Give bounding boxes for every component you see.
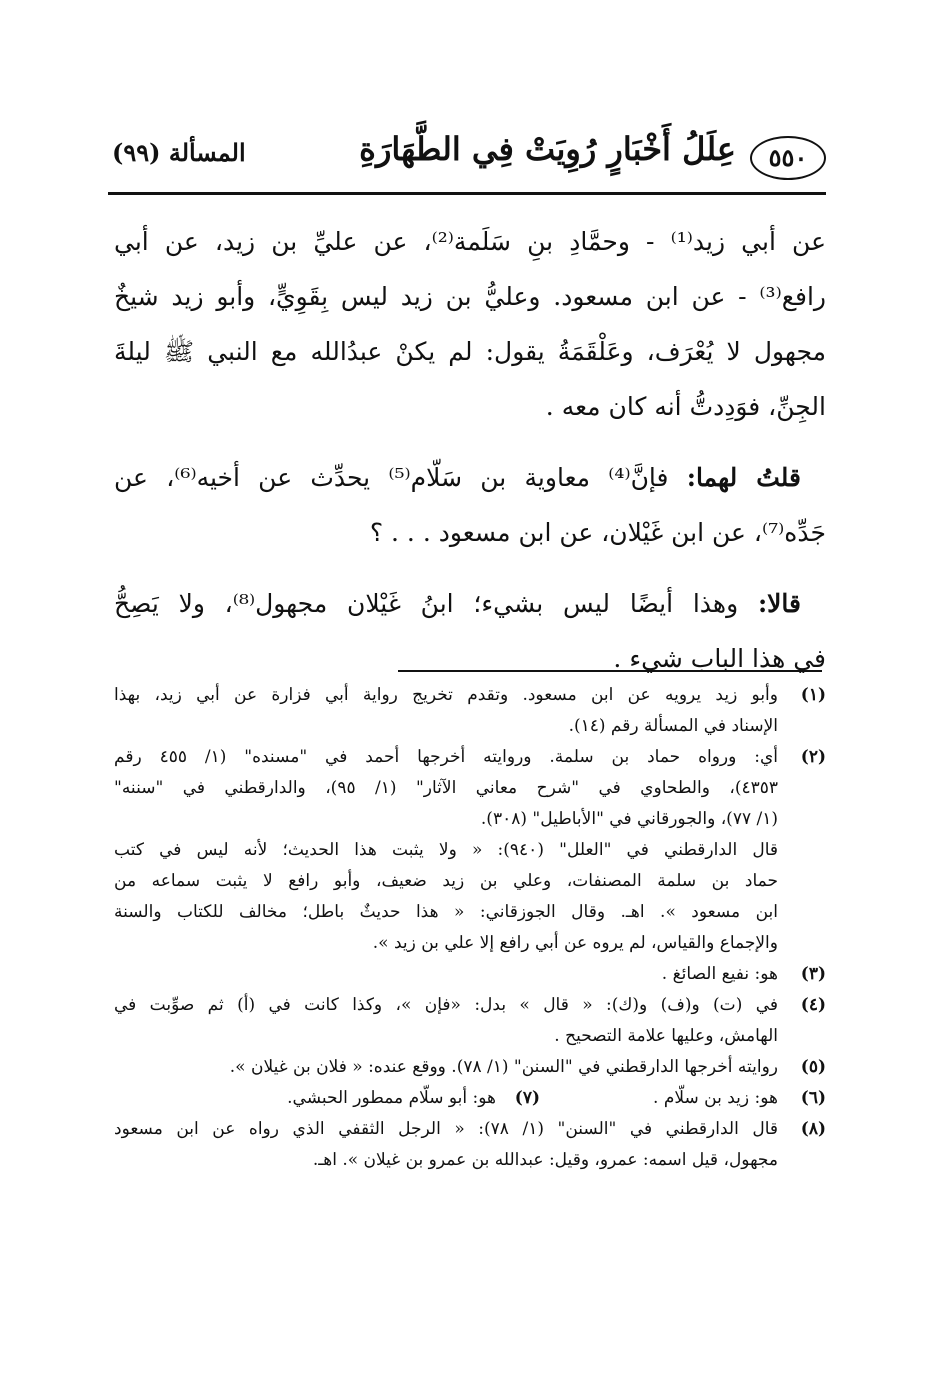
footnote bbox=[540, 1083, 826, 1114]
footnote-number: (٣) bbox=[800, 964, 826, 984]
footnote-separator bbox=[398, 670, 822, 672]
page-number-badge: ٥٥٠ bbox=[750, 136, 826, 180]
paragraph-lead: قلتُ لهما: bbox=[686, 463, 801, 492]
footnote-number: (٦) bbox=[800, 1088, 826, 1108]
footnote-line: ٤٣٥٣)، والطحاوي في "شرح معاني الآثار" (١/ ٩٥)، والدارقطني في "سننه" bbox=[114, 778, 778, 798]
paragraph-1 bbox=[114, 214, 826, 434]
footnote-line: هو: أبو سلّام ممطور الحبشي. bbox=[287, 1088, 496, 1108]
text-line: عن أبي زيد⁽¹⁾ - وحمَّادِ بنِ سَلَمة⁽²⁾، عن عليِّ بن زيد، عن أبي bbox=[114, 227, 826, 256]
footnote-line: الهامش، وعليها علامة التصحيح . bbox=[554, 1026, 778, 1046]
footnote-line: (١/ ٧٧)، والجورقاني في "الأباطيل" (٣٠٨). bbox=[480, 809, 778, 829]
text-line: رافع⁽³⁾ - عن ابن مسعود. وعليُّ بن زيد ليس بِقَوِيٍّ، وأبو زيد شيخٌ bbox=[114, 282, 826, 311]
footnote bbox=[114, 742, 826, 835]
footnote-line: أي: ورواه حماد بن سلمة. وروايته أخرجها أحمد في "مسنده" (١/ ٤٥٥ رقم bbox=[114, 747, 778, 767]
main-text bbox=[114, 214, 826, 686]
text-line: مجهول لا يُعْرَف، وعَلْقَمَةُ يقول: لم يكنْ عبدُالله مع النبي ﷺ ليلةَ bbox=[114, 337, 826, 366]
footnote-continuation bbox=[114, 835, 826, 959]
footnote bbox=[114, 959, 826, 990]
footnote-line: ابن مسعود ». اهـ. وقال الجوزقاني: « هذا حديثٌ باطل؛ مخالف للكتاب والسنة bbox=[114, 902, 778, 922]
footnote-number: (٥) bbox=[800, 1057, 826, 1077]
footnote bbox=[114, 990, 826, 1052]
footnote-line: روايته أخرجها الدارقطني في "السنن" (١/ ٧٨). ووقع عنده: « فلان بن غيلان ». bbox=[229, 1057, 778, 1077]
page-header bbox=[108, 126, 826, 186]
footnote-number: (٨) bbox=[800, 1119, 826, 1139]
text-line bbox=[114, 450, 826, 505]
footnote bbox=[114, 1083, 540, 1114]
paragraph-lead: قالا: bbox=[757, 589, 801, 618]
footnote-number: (٤) bbox=[800, 995, 826, 1015]
footnote-number: (٧) bbox=[514, 1088, 540, 1108]
footnote-line: في (ت) و(ف) و(ك): « قال » بدل: «فإن »، وكذا كانت في (أ) ثم صوِّبت في bbox=[114, 995, 778, 1015]
footnote bbox=[114, 1052, 826, 1083]
footnote-pair bbox=[114, 1083, 826, 1114]
footnote-line: حماد بن سلمة المصنفات، وعلي بن زيد ضعيف، وأبو رافع لا يثبت سماعه من bbox=[114, 871, 778, 891]
footnote-number: (٢) bbox=[800, 747, 826, 767]
text-line bbox=[114, 576, 826, 631]
footnote-line: قال الدارقطني في "السنن" (١/ ٧٨): « الرجل الثقفي الذي رواه عن ابن مسعود bbox=[114, 1119, 779, 1139]
issue-label: المسألة (٩٩) bbox=[112, 138, 246, 167]
paragraph-2 bbox=[114, 450, 826, 560]
footnote-line: قال الدارقطني في "العلل" (٩٤٠): « ولا يثبت هذا الحديث؛ لأنه ليس في كتب bbox=[114, 840, 778, 860]
footnote-line: مجهول، قيل اسمه: عمرو، وقيل: عبدالله بن عمرو بن غيلان ». اهـ. bbox=[312, 1150, 778, 1170]
footnote bbox=[114, 1114, 826, 1176]
header-rule bbox=[108, 192, 826, 195]
footnote-line: وأبو زيد يرويه عن ابن مسعود. وتقدم تخريج رواية أبي فزارة عن أبي زيد، بهذا bbox=[114, 685, 778, 705]
footnote-line: هو: نفيع الصائغ . bbox=[661, 964, 778, 984]
footnotes bbox=[114, 680, 826, 1176]
footnote-line: هو: زيد بن سلّام . bbox=[653, 1088, 778, 1108]
footnote-line: الإسناد في المسألة رقم (١٤). bbox=[568, 716, 778, 736]
text-line: جَدِّه⁽⁷⁾، عن ابن غَيْلان، عن ابن مسعود . . . ؟ bbox=[369, 518, 826, 547]
text-line: الجِنِّ، فوَدِدتُّ أنه كان معه . bbox=[545, 392, 826, 421]
footnote-line: والإجماع والقياس، لم يروه عن أبي رافع إلا علي بن زيد ». bbox=[372, 933, 778, 953]
text-line: في هذا الباب شيء . bbox=[613, 644, 826, 673]
text-span: فإنَّ⁽⁴⁾ معاوية بن سَلّام⁽⁵⁾ يحدِّث عن أخيه⁽⁶⁾، عن bbox=[114, 463, 669, 492]
footnote bbox=[114, 680, 826, 742]
text-span: وهذا أيضًا ليس بشيء؛ ابنُ غَيْلان مجهول⁽⁸⁾، ولا يَصِحُّ bbox=[114, 589, 739, 618]
book-title: عِلَلُ أَخْبَارٍ رُوِيَتْ فِي الطَّهَارَةِ bbox=[359, 130, 736, 168]
footnote-number: (١) bbox=[800, 685, 826, 705]
